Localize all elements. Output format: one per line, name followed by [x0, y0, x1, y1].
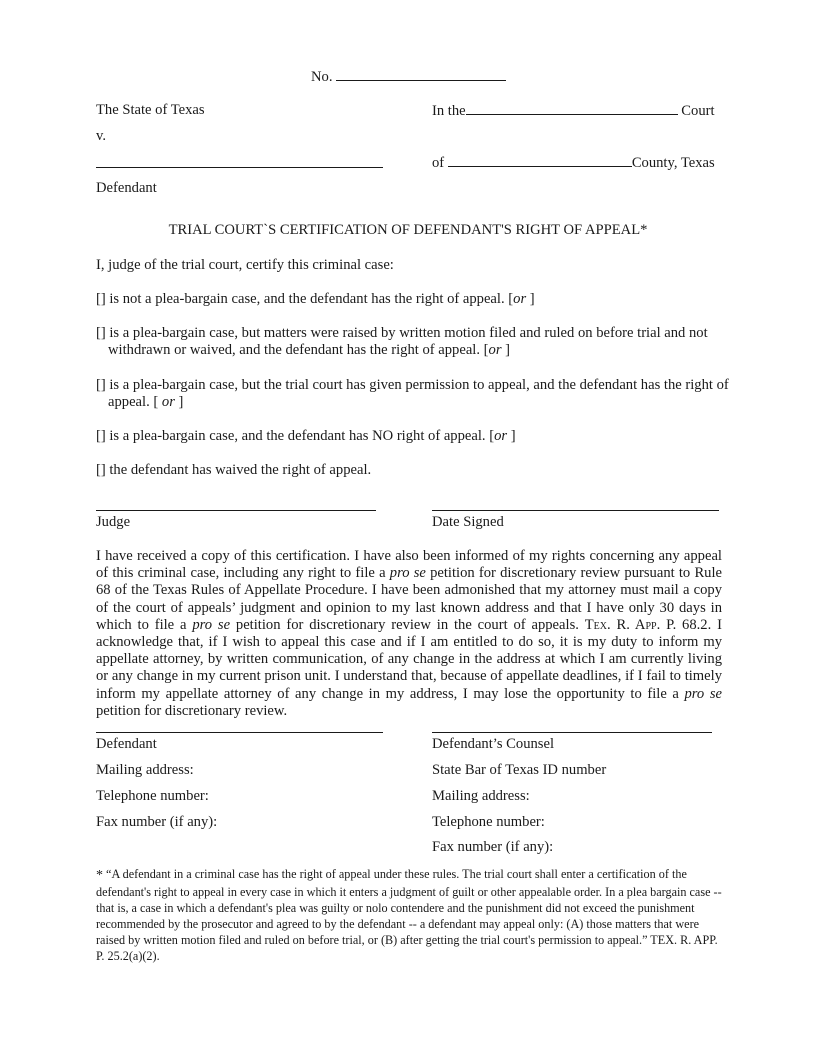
of-label: of	[432, 155, 448, 171]
footnote-star: *	[96, 868, 103, 883]
defendant-name-field[interactable]	[96, 167, 383, 168]
footnote	[96, 866, 724, 964]
certify-intro: I, judge of the trial court, certify this criminal case:	[96, 257, 394, 273]
counsel-mailing-address[interactable]: Mailing address:	[432, 788, 530, 804]
county-name-field[interactable]	[448, 154, 632, 167]
defendant-fax[interactable]: Fax number (if any):	[96, 814, 218, 830]
acknowledgment-paragraph: I have received a copy of this certification. I have also been informed of my rights concerning any appeal of this criminal case, including any right to file a pro se petition for discretionary review pursuant to Rule 68 of the Texas Rules of Appellate Procedure. I have been admonished that my attorney must mail a copy of the court of appeals’ judgment and opinion to my last known address and that I have only 30 days in which to file a pro se petition for discretionary review in the court of appeals. Tex. R. App. P. 68.2. I acknowledge that, if I wish to appeal this case and if I am entitled to do so, it is my duty to inform my appellate attorney, by written communication, of any change in the address at which I am currently living or any change in my current prison unit. I understand that, because of appellate deadlines, if I fail to timely inform my appellate attorney of any change in my address, I may lose the opportunity to file a pro se petition for discretionary review.	[96, 548, 723, 719]
date-signed-label: Date Signed	[432, 514, 504, 530]
court-label: Court	[681, 103, 715, 119]
footnote-text: “A defendant in a criminal case has the right of appeal under these rules. The trial court shall enter a certification of the defendant's right to appeal in every case in which it enters a judgment of guilt or other appealable order. In a plea bargain case -- that is, a case in which a defendant's plea was guilty or nolo contendere and the punishment did not exceed the punishment recommended by the prosecutor and agreed to by the defendant -- a defendant may appeal only: (A) those matters that were raised by written motion filed and ruled on before trial, or (B) after getting the trial court's permission to appeal.” TEX. R. APP. P. 25.2(a)(2).	[96, 867, 722, 963]
option-no-right: [] is a plea-bargain case, and the defendant has NO right of appeal. [or ]	[96, 428, 516, 444]
counsel-telephone[interactable]: Telephone number:	[432, 814, 545, 830]
case-number-field[interactable]	[336, 68, 506, 81]
versus-label: v.	[96, 128, 106, 144]
checkbox[interactable]: []	[96, 325, 106, 341]
checkbox[interactable]: []	[96, 462, 106, 478]
checkbox[interactable]: []	[96, 377, 106, 393]
counsel-signature-line[interactable]	[432, 732, 712, 733]
date-signed-line[interactable]	[432, 510, 719, 511]
in-the-label: In the	[432, 103, 466, 119]
checkbox[interactable]: []	[96, 291, 106, 307]
defendant-telephone[interactable]: Telephone number:	[96, 788, 209, 804]
defendant-title: Defendant	[96, 736, 157, 752]
option-not-plea-bargain: [] is not a plea-bargain case, and the defendant has the right of appeal. [or ]	[96, 291, 535, 307]
counsel-title: Defendant’s Counsel	[432, 736, 554, 752]
defendant-caption: Defendant	[96, 180, 157, 196]
state-label: The State of Texas	[96, 102, 205, 118]
option-waived: [] the defendant has waived the right of appeal.	[96, 462, 372, 478]
case-number	[311, 68, 506, 86]
checkbox[interactable]: []	[96, 428, 106, 444]
court-name-field[interactable]	[466, 102, 678, 115]
case-number-label: No.	[311, 69, 337, 85]
court-line	[432, 102, 715, 120]
counsel-bar-id[interactable]: State Bar of Texas ID number	[432, 762, 607, 778]
rule-citation: Tex. R. App. P. 68.2.	[584, 616, 712, 633]
page-title: TRIAL COURT`S CERTIFICATION OF DEFENDANT'S RIGHT OF APPEAL*	[168, 222, 648, 238]
county-label: County, Texas	[631, 155, 715, 171]
judge-label: Judge	[96, 514, 131, 530]
counsel-fax[interactable]: Fax number (if any):	[432, 839, 554, 855]
defendant-mailing-address[interactable]: Mailing address:	[96, 762, 194, 778]
county-line	[432, 154, 715, 172]
defendant-signature-line[interactable]	[96, 732, 383, 733]
judge-signature-line[interactable]	[96, 510, 376, 511]
option-plea-bargain-permission: [] is a plea-bargain case, but the trial court has given permission to appeal, and the defendant has the right of appeal. [ or ]	[96, 377, 729, 410]
option-plea-bargain-motion: [] is a plea-bargain case, but matters were raised by written motion filed and ruled on before trial and not withdrawn or waived, and the defendant has the right of appeal. [or ]	[96, 325, 708, 358]
